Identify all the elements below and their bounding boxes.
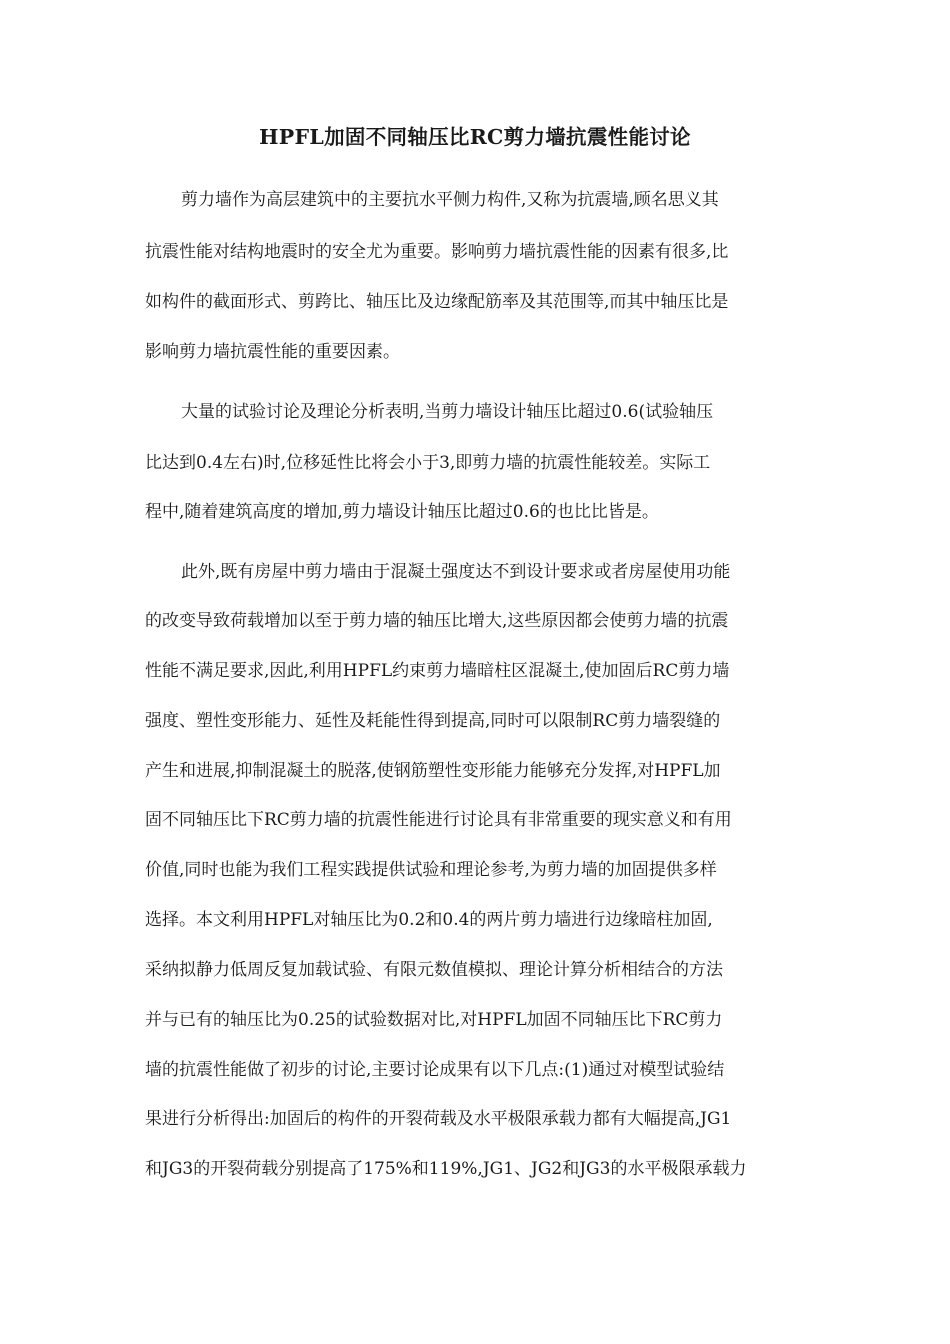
paragraph-3-line-8: 选择。本文利用HPFL对轴压比为0.2和0.4的两片剪力墙进行边缘暗柱加固, [145,910,713,930]
paragraph-3-line-4: 强度、塑性变形能力、延性及耗能性得到提高,同时可以限制RC剪力墙裂缝的 [145,711,721,731]
paragraph-3-line-6: 固不同轴压比下RC剪力墙的抗震性能进行讨论具有非常重要的现实意义和有用 [145,810,732,830]
paragraph-3-line-10: 并与已有的轴压比为0.25的试验数据对比,对HPFL加固不同轴压比下RC剪力 [145,1010,723,1030]
paragraph-2-line-1: 大量的试验讨论及理论分析表明,当剪力墙设计轴压比超过0.6(试验轴压 [181,402,714,422]
paragraph-3-line-5: 产生和进展,抑制混凝土的脱落,使钢筋塑性变形能力能够充分发挥,对HPFL加 [145,761,721,781]
document-title: HPFL加固不同轴压比RC剪力墙抗震性能讨论 [259,125,691,149]
paragraph-2-line-3: 程中,随着建筑高度的增加,剪力墙设计轴压比超过0.6的也比比皆是。 [145,502,659,522]
paragraph-1-line-4: 影响剪力墙抗震性能的重要因素。 [145,342,400,362]
paragraph-3-line-9: 采纳拟静力低周反复加载试验、有限元数值模拟、理论计算分析相结合的方法 [145,960,723,980]
paragraph-3-line-2: 的改变导致荷载增加以至于剪力墙的轴压比增大,这些原因都会使剪力墙的抗震 [145,611,729,631]
paragraph-3-line-3: 性能不满足要求,因此,利用HPFL约束剪力墙暗柱区混凝土,使加固后RC剪力墙 [145,661,730,681]
paragraph-1-line-1: 剪力墙作为高层建筑中的主要抗水平侧力构件,又称为抗震墙,顾名思义其 [181,190,719,210]
paragraph-1-line-3: 如构件的截面形式、剪跨比、轴压比及边缘配筋率及其范围等,而其中轴压比是 [145,292,729,312]
paragraph-3-line-12: 果进行分析得出:加固后的构件的开裂荷载及水平极限承载力都有大幅提高,JG1 [145,1109,732,1129]
paragraph-3-line-11: 墙的抗震性能做了初步的讨论,主要讨论成果有以下几点:(1)通过对模型试验结 [145,1060,725,1080]
paragraph-1-line-2: 抗震性能对结构地震时的安全尤为重要。影响剪力墙抗震性能的因素有很多,比 [145,242,729,262]
paragraph-3-line-7: 价值,同时也能为我们工程实践提供试验和理论参考,为剪力墙的加固提供多样 [145,860,717,880]
paragraph-3-line-13: 和JG3的开裂荷载分别提高了175%和119%,JG1、JG2和JG3的水平极限承载力 [145,1159,747,1179]
paragraph-2-line-2: 比达到0.4左右)时,位移延性比将会小于3,即剪力墙的抗震性能较差。实际工 [145,453,711,473]
paragraph-3-line-1: 此外,既有房屋中剪力墙由于混凝土强度达不到设计要求或者房屋使用功能 [181,562,731,582]
